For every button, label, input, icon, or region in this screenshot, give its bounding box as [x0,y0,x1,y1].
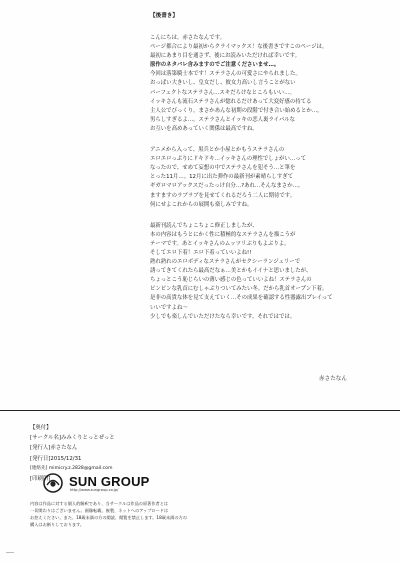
afterword-line: ページ都合により最初からクライマックス！な後書きですこのページは。 [150,44,328,51]
corner-mark [6,552,14,553]
notice-line: 一切関わりはございません。画像転載、複製、ネットへのアップロードは [30,508,169,513]
afterword-line: 主人公でびっくり。まさかあんな初期の段階で付き合い始めるとか…。 [150,107,323,114]
afterword-line: いいですよね～ [150,304,188,311]
notice-line: 購入はお断りしております。 [30,522,85,527]
legal-notice [30,500,280,528]
afterword-line: とった11月…。12月に出た弾作の最新刊が素晴らしすぎて [150,174,293,181]
afterword-line: 何にせよこれからの展開も楽しみですね。 [150,201,253,208]
colophon-line: 【奥付】 [30,425,52,431]
printer-logo [42,472,182,494]
colophon-line: [サークル名]みみくりとっとぜっと [30,435,115,442]
afterword-line: 少しでも楽しんでいただけたなら幸いです。それではでは。 [150,313,296,320]
colophon-line: [連絡先] mimicry.z.2828@gmail.com [30,465,113,471]
printer-logo-tagline: http://www.sungroup.co.jp/ [70,488,119,492]
colophon-line: [発行日]2015/12/31 [30,455,82,462]
afterword-line: 原作のネタバレ含みますのでご注意くださいませ…。 [150,62,280,69]
afterword-line: 熟れ熟れのエロボディなステラさんがセクシーランジェリーで [150,259,301,266]
afterword-body [150,34,362,322]
colophon-line: [発行人]赤さたなん [30,445,78,452]
afterword-line: 今回は落第騎士本です！ステラさんの可愛さにやられました。 [150,71,301,78]
notice-line: 内容は作品に対する個人的解釈であり、当サークルは作品の原著作者とは [30,501,169,506]
sun-logo-icon [42,472,66,494]
afterword-line: 最新刊読んでちょこちょこ修正しましたが、 [150,222,258,229]
section-divider [0,410,400,411]
printer-logo-text: SUN GROUP [69,474,150,489]
afterword-line: アニメから入って、黒兵とか小屋とかもうステラさんの [150,147,285,154]
afterword-paragraph [150,34,362,134]
author-signature: 赤さたなん [319,376,347,382]
afterword-title: 【後書き】 [150,13,178,19]
afterword-line: 是非の高貴な体を見て支えていく…その成果を確認する性器露出プレイって [150,295,333,302]
afterword-line: ちょっとこう恥じらいの薄い感じの色っていいよね！ステラさんの [150,277,312,284]
afterword-section [150,12,362,334]
afterword-line: イッキさんも流石ステラさんが惚れるだけあって大変好感の持てる [150,98,312,105]
afterword-line: テーマです。あとイッキさんのムッツリぶりもよぶりよ。 [150,240,290,247]
afterword-line: 最初にあまり目を通さず、後にお読みいただければ幸いです。 [150,53,301,60]
notice-line: お控えください。また、18歳未満の方の閲読、閲覧を禁止します。18歳未満の方の [30,515,187,520]
afterword-line: お互いを高めあっていく関係は最高ですね。 [150,125,258,132]
afterword-line: おっぱい大きいし、皇女だし、彼女力高いし言うことがない [150,80,296,87]
afterword-line: ピンピンな乳首にむしゃぶりついてみたい冬。だから乳首オープン下着。 [150,286,328,293]
afterword-line: パーフェクトなステラさん…スキだらけなところもいい…。 [150,89,295,96]
afterword-line: そしてエロ下着！エロ下着っていいよね!! [150,249,252,256]
afterword-paragraph [150,222,362,322]
afterword-line: エロエロっぷりにドキドキ…イッキさんの理性でしょがい…って [150,156,307,163]
afterword-line: 誘ってきてくれたら最高だなぁ…美とかもイイナと思いましたが、 [150,268,312,275]
afterword-line: こんにちは。赤さたなんです。 [150,35,226,41]
colophon-line: [印刷所] [30,476,51,483]
afterword-line: ますますのラブラブを見せてくれるだろう二人に期待です。 [150,192,296,199]
afterword-line: 男らしすぎるよ…。ステラさんとイッキの恋人裏ライバルな [150,116,296,123]
afterword-line: 本の内容はもうとにかく性に積極的なステラさんを描こうが [150,231,296,238]
afterword-paragraph [150,146,362,210]
afterword-line: なったので、せめて妄想の中でステラさんを犯そう…と筆を [150,165,296,172]
afterword-line: ギガロマロアックスだったっけ自分…?あれ…そんなまさか…。 [150,183,304,190]
